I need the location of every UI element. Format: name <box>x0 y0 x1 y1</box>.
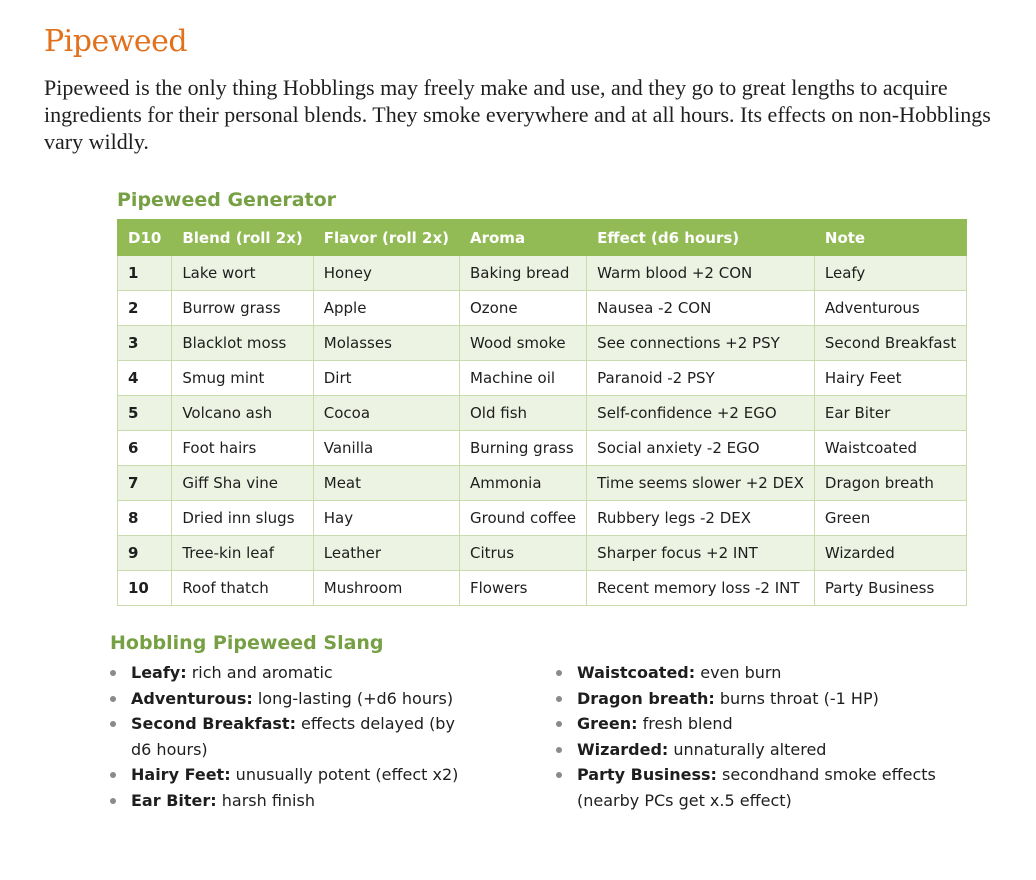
table-row <box>118 291 967 326</box>
cell-aroma: Citrus <box>460 536 587 571</box>
cell-d10: 2 <box>118 291 172 326</box>
cell-aroma: Burning grass <box>460 431 587 466</box>
table-row <box>118 396 967 431</box>
cell-d10: 3 <box>118 326 172 361</box>
cell-effect: Self-confidence +2 EGO <box>587 396 815 431</box>
cell-note: Leafy <box>814 256 966 291</box>
slang-item <box>556 660 976 686</box>
table-row <box>118 536 967 571</box>
slang-item <box>556 711 976 737</box>
cell-effect: Rubbery legs -2 DEX <box>587 501 815 536</box>
column-header-aroma: Aroma <box>460 220 587 256</box>
cell-note: Ear Biter <box>814 396 966 431</box>
cell-d10: 9 <box>118 536 172 571</box>
bullet-icon <box>110 772 116 778</box>
cell-aroma: Ammonia <box>460 466 587 501</box>
pipeweed-generator-table <box>117 219 967 606</box>
bullet-icon <box>110 798 116 804</box>
cell-d10: 4 <box>118 361 172 396</box>
table-row <box>118 466 967 501</box>
column-header-d10: D10 <box>118 220 172 256</box>
cell-d10: 7 <box>118 466 172 501</box>
cell-d10: 6 <box>118 431 172 466</box>
cell-effect: Nausea -2 CON <box>587 291 815 326</box>
slang-item <box>556 737 976 763</box>
slang-description: effects delayed (by d6 hours) <box>131 714 455 759</box>
cell-blend: Smug mint <box>172 361 313 396</box>
cell-aroma: Wood smoke <box>460 326 587 361</box>
cell-blend: Burrow grass <box>172 291 313 326</box>
cell-d10: 5 <box>118 396 172 431</box>
cell-effect: Time seems slower +2 DEX <box>587 466 815 501</box>
cell-aroma: Flowers <box>460 571 587 606</box>
cell-flavor: Dirt <box>313 361 459 396</box>
page-title: Pipeweed <box>44 24 188 59</box>
slang-list-left <box>110 660 470 813</box>
cell-aroma: Ground coffee <box>460 501 587 536</box>
cell-blend: Foot hairs <box>172 431 313 466</box>
cell-flavor: Cocoa <box>313 396 459 431</box>
slang-term: Waistcoated: <box>577 663 696 682</box>
slang-heading: Hobbling Pipeweed Slang <box>110 632 384 654</box>
table-header-row <box>118 220 967 256</box>
column-header-flavor: Flavor (roll 2x) <box>313 220 459 256</box>
cell-flavor: Leather <box>313 536 459 571</box>
table-body <box>118 256 967 606</box>
slang-description: harsh finish <box>216 790 315 810</box>
cell-aroma: Ozone <box>460 291 587 326</box>
slang-description: even burn <box>695 663 782 682</box>
slang-term: Ear Biter: <box>131 790 217 810</box>
cell-flavor: Vanilla <box>313 431 459 466</box>
slang-list-right <box>556 660 976 813</box>
column-header-blend: Blend (roll 2x) <box>172 220 313 256</box>
slang-item <box>556 762 976 813</box>
cell-note: Waistcoated <box>814 431 966 466</box>
cell-note: Hairy Feet <box>814 361 966 396</box>
cell-note: Second Breakfast <box>814 326 966 361</box>
cell-flavor: Hay <box>313 501 459 536</box>
table-row <box>118 431 967 466</box>
table-row <box>118 361 967 396</box>
bullet-icon <box>110 696 116 702</box>
cell-d10: 8 <box>118 501 172 536</box>
slang-description: unnaturally altered <box>668 739 827 759</box>
cell-note: Adventurous <box>814 291 966 326</box>
bullet-icon <box>556 670 562 676</box>
cell-d10: 10 <box>118 571 172 606</box>
slang-description: long-lasting (+d6 hours) <box>252 688 454 708</box>
cell-blend: Blacklot moss <box>172 326 313 361</box>
cell-blend: Giff Sha vine <box>172 466 313 501</box>
cell-effect: Sharper focus +2 INT <box>587 536 815 571</box>
slang-term: Wizarded: <box>577 739 669 759</box>
cell-note: Party Business <box>814 571 966 606</box>
column-header-note: Note <box>814 220 966 256</box>
slang-term: Green: <box>577 714 638 733</box>
cell-effect: Warm blood +2 CON <box>587 256 815 291</box>
slang-term: Dragon breath: <box>577 688 715 708</box>
table-row <box>118 326 967 361</box>
column-header-effect: Effect (d6 hours) <box>587 220 815 256</box>
slang-term: Hairy Feet: <box>131 765 231 784</box>
slang-description: rich and aromatic <box>186 663 333 682</box>
bullet-icon <box>556 721 562 727</box>
table-row <box>118 571 967 606</box>
cell-effect: Paranoid -2 PSY <box>587 361 815 396</box>
cell-note: Wizarded <box>814 536 966 571</box>
slang-item <box>110 711 470 762</box>
slang-term: Second Breakfast: <box>131 714 296 733</box>
slang-item <box>110 762 470 788</box>
cell-blend: Dried inn slugs <box>172 501 313 536</box>
cell-blend: Lake wort <box>172 256 313 291</box>
slang-description: unusually potent (effect x2) <box>230 765 459 784</box>
cell-note: Dragon breath <box>814 466 966 501</box>
bullet-icon <box>110 721 116 727</box>
intro-paragraph: Pipeweed is the only thing Hobblings may freely make and use, and they go to great lengths to acquire ingredients for their personal blends. They smoke everywhere and at all hours. Its effects on non-Hobblings vary wildly. <box>44 75 991 154</box>
cell-effect: Social anxiety -2 EGO <box>587 431 815 466</box>
cell-effect: Recent memory loss -2 INT <box>587 571 815 606</box>
slang-item <box>556 686 976 712</box>
cell-flavor: Apple <box>313 291 459 326</box>
slang-description: secondhand smoke effects (nearby PCs get x.5 effect) <box>577 765 936 810</box>
cell-blend: Volcano ash <box>172 396 313 431</box>
cell-flavor: Mushroom <box>313 571 459 606</box>
cell-effect: See connections +2 PSY <box>587 326 815 361</box>
slang-description: fresh blend <box>637 714 733 733</box>
bullet-icon <box>556 696 562 702</box>
cell-aroma: Baking bread <box>460 256 587 291</box>
cell-aroma: Old fish <box>460 396 587 431</box>
bullet-icon <box>556 772 562 778</box>
cell-flavor: Molasses <box>313 326 459 361</box>
cell-flavor: Honey <box>313 256 459 291</box>
slang-item <box>110 686 470 712</box>
cell-blend: Roof thatch <box>172 571 313 606</box>
table-row <box>118 256 967 291</box>
cell-note: Green <box>814 501 966 536</box>
cell-d10: 1 <box>118 256 172 291</box>
bullet-icon <box>110 670 116 676</box>
table-row <box>118 501 967 536</box>
slang-term: Adventurous: <box>131 688 253 708</box>
slang-item <box>110 660 470 686</box>
slang-term: Leafy: <box>131 663 187 682</box>
cell-blend: Tree-kin leaf <box>172 536 313 571</box>
cell-flavor: Meat <box>313 466 459 501</box>
generator-heading: Pipeweed Generator <box>117 189 337 211</box>
slang-item <box>110 788 470 814</box>
slang-description: burns throat (-1 HP) <box>714 688 879 708</box>
bullet-icon <box>556 747 562 753</box>
slang-term: Party Business: <box>577 765 717 784</box>
cell-aroma: Machine oil <box>460 361 587 396</box>
